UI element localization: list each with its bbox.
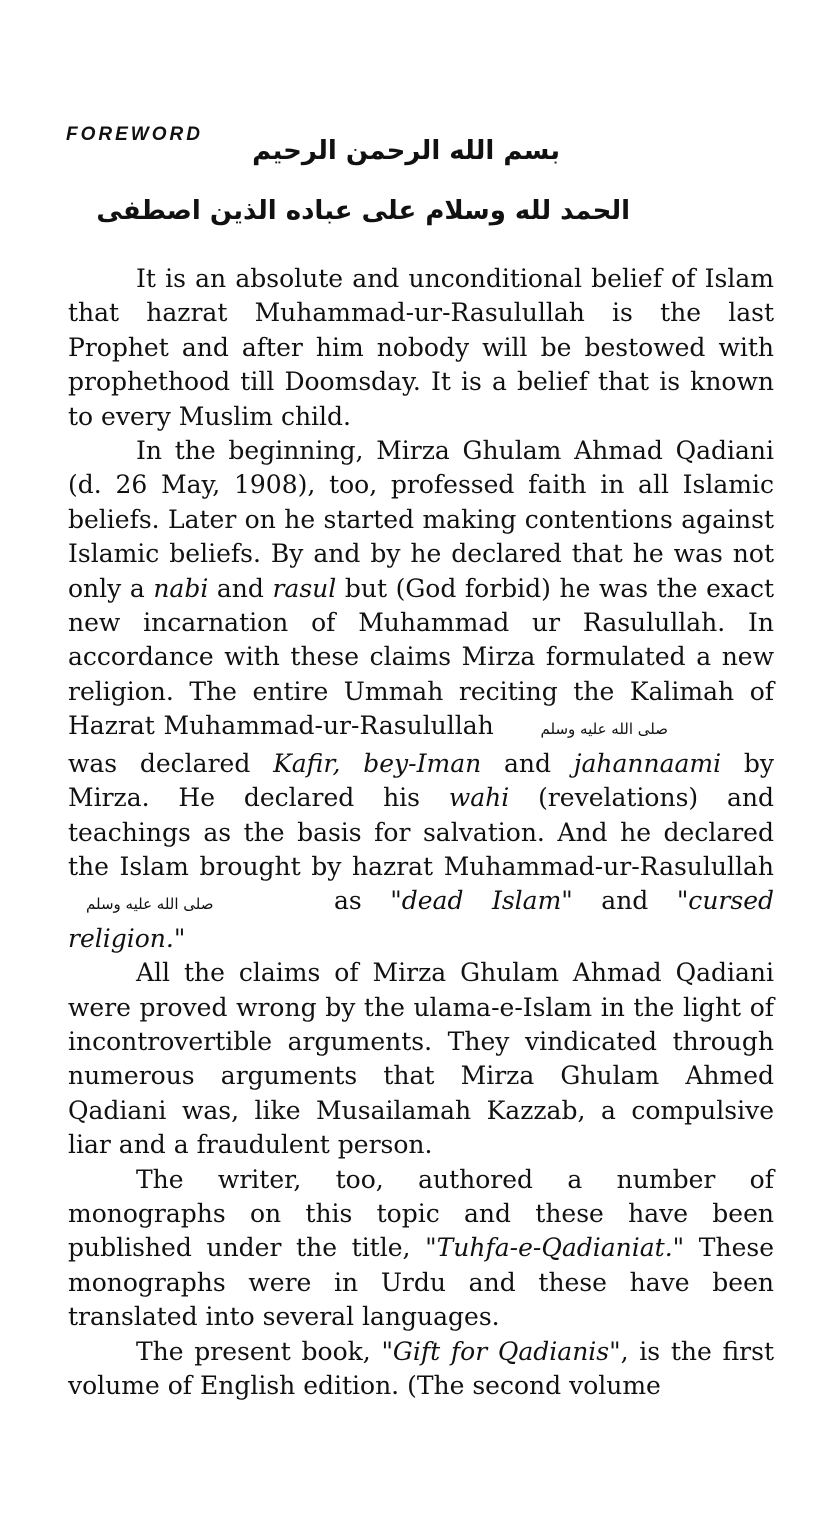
paragraph-1: It is an absolute and unconditional belief of Islam that hazrat Muhammad-ur-Rasulullah is the last Prophet and after him nobody will be bestowed with prophethood till Doomsday. It is a belief that is known to every Muslim child. [68,264,774,431]
term-rasul: rasul [272,573,337,603]
term-dead-islam: "dead Islam" [390,886,573,916]
salawat-1: صلى الله عليه وسلم [540,720,668,739]
p2-text-6: by Mirza. He declared his [68,748,775,813]
p2-text-8: as [305,886,391,916]
p2-text-3: but (God forbid) he was the exact new incarnation of Muhammad ur Rasulullah. In accordance with these claims Mirza formulated a new religion. The entire Ummah reciting the Kalimah of Hazrat Muhammad-ur-Rasulullah [68,573,775,741]
p2-text-9: and [572,886,677,916]
p2-text-7: (revelations) and teachings as the basis for salvation. And he declared the Islam brought by hazrat Muhammad-ur-Rasulullah [68,783,775,881]
term-cursed-religion: "cursed religion." [68,886,774,953]
term-jahannaami: jahannaami [573,748,722,778]
paragraph-5 [68,1335,774,1404]
foreword-body [68,262,774,1403]
paragraph-2 [68,434,774,956]
p4-text-2: These monographs were in Urdu and these have been translated into several languages. [68,1233,774,1332]
foreword-heading: FOREWORD [66,124,203,145]
p2-text-1: In the beginning, Mirza Ghulam Ahmad Qadiani (d. 26 May, 1908), too, professed faith in all Islamic beliefs. Later on he started making contentions against Islamic beliefs. By and by he declared that he was not only a [68,436,774,603]
salawat-2: صلى الله عليه وسلم [86,895,214,914]
term-wahi: wahi [448,783,510,813]
p2-text-4: was declared [68,748,274,778]
bismillah-line: بسم الله الرحمن الرحيم [252,136,560,166]
p5-text-1: The present book, [136,1336,382,1366]
hamd-line: الحمد لله وسلام على عباده الذين اصطفى [96,196,630,226]
p4-text-1: The writer, too, authored a number of monographs on this topic and these have been published under the title, [68,1164,774,1263]
term-nabi: nabi [153,573,209,603]
p2-text-2: and [208,573,273,603]
title-tuhfa: "Tuhfa-e-Qadianiat." [425,1233,685,1263]
paragraph-4 [68,1163,774,1335]
paragraph-3: All the claims of Mirza Ghulam Ahmad Qadiani were proved wrong by the ulama-e-Islam in the light of incontrovertible arguments. They vindicated through numerous arguments that Mirza Ghulam Ahmed Qadiani was, like Musailamah Kazzab, a compulsive liar and a fraudulent person. [68,958,774,1160]
p5-text-2: , is the first volume of English edition. (The second volume [68,1336,774,1400]
title-gift: "Gift for Qadianis" [381,1336,621,1366]
p2-text-5: and [481,748,574,778]
term-kafir: Kafir, bey-Iman [273,748,482,778]
